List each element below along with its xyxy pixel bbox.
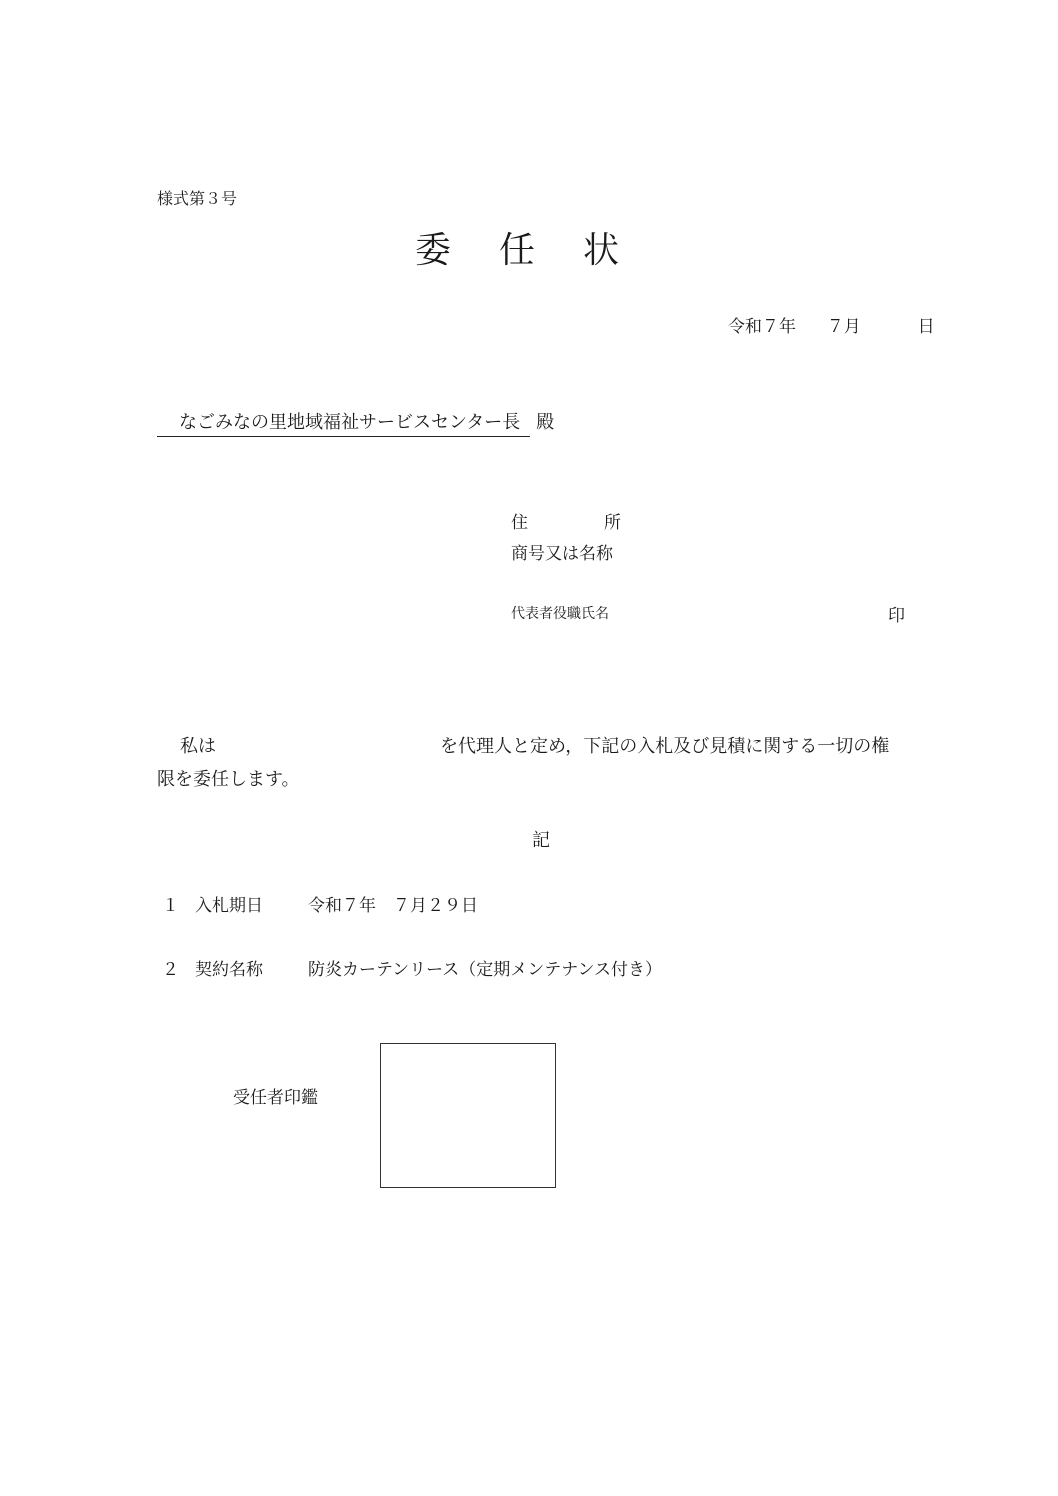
date-day-label: 日 (917, 317, 935, 337)
body-line-1-start: 私は (180, 736, 216, 757)
item-1-value: 令和７年 ７月２９日 (308, 896, 478, 916)
addressee-honorific: 殿 (536, 412, 555, 433)
seal-box (380, 1043, 556, 1188)
seal-section-label: 受任者印鑑 (233, 1088, 318, 1108)
body-line-2: 限を委任します。 (157, 769, 300, 790)
addressee-name: なごみなの里地域福祉サービスセンター長 (157, 408, 530, 437)
document-title: 委任状 (414, 230, 667, 271)
addressee (157, 408, 554, 437)
item-2-label: 契約名称 (195, 960, 263, 980)
form-number: 様式第３号 (157, 189, 238, 208)
item-1-number: １ (162, 896, 179, 916)
date-line (728, 312, 935, 337)
item-1-label: 入札期日 (195, 896, 263, 916)
seal-mark: 印 (888, 606, 905, 626)
body-line-1-end: を代理人と定め，下記の入札及び見積に関する一切の権 (440, 736, 890, 757)
address-label-char-1: 住 (511, 513, 528, 533)
address-label-char-2: 所 (604, 513, 621, 533)
company-name-label: 商号又は名称 (511, 544, 613, 564)
item-2-value: 防炎カーテンリース（定期メンテナンス付き） (308, 960, 662, 980)
item-2-number: ２ (162, 960, 179, 980)
ki-heading: 記 (532, 830, 550, 851)
date-era-year: 令和７年 (728, 317, 796, 337)
date-month: ７月 (826, 317, 861, 337)
representative-label: 代表者役職氏名 (511, 606, 609, 622)
